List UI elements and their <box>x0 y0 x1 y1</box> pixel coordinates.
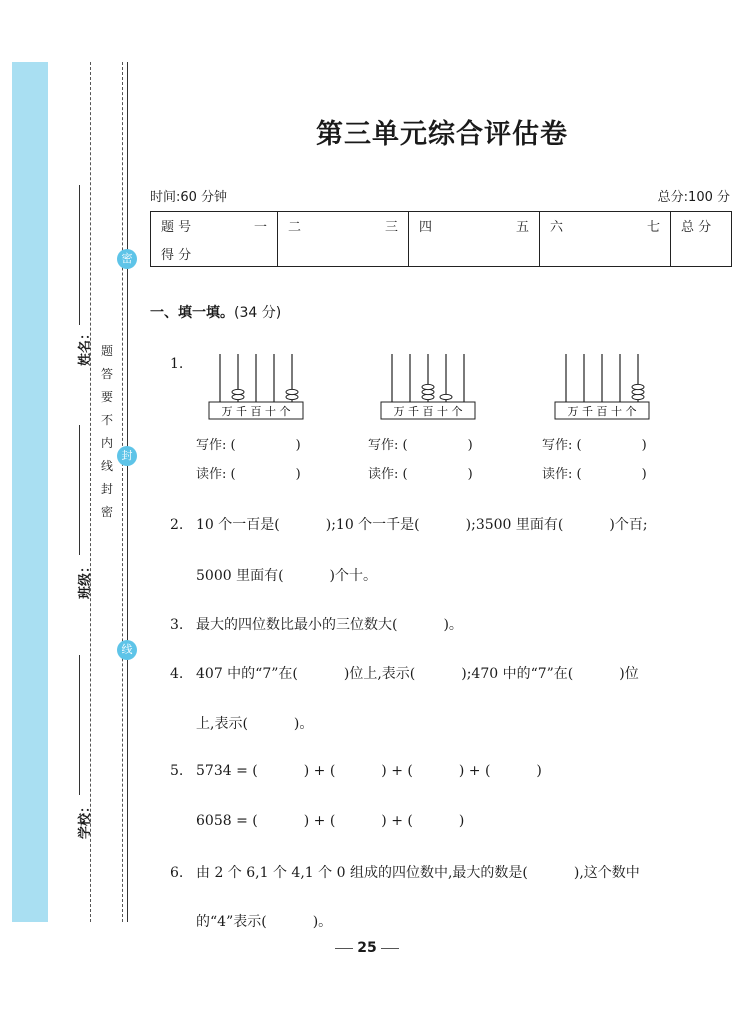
binding-line <box>127 62 128 922</box>
read-answer-1[interactable]: 读作: ( ) <box>196 467 301 482</box>
page-title: 第三单元综合评估卷 <box>316 119 568 150</box>
question-1-number: 1. <box>170 356 184 372</box>
table-col-2: 二 <box>288 220 302 235</box>
abacus-bead <box>286 394 298 399</box>
dashed-cut-line <box>122 62 123 922</box>
page-number <box>0 940 734 956</box>
table-header-label: 题 号 <box>161 220 192 235</box>
name-label: 姓名： <box>78 326 94 367</box>
question-5-line-1: 5. 5734 = ( ) + ( ) + ( ) + ( ) <box>170 763 542 779</box>
abacus-bead <box>422 384 434 389</box>
seal-dot-mi: 密 <box>117 249 137 269</box>
abacus-1 <box>208 352 304 422</box>
school-write-line <box>79 655 80 795</box>
seal-dot-xian: 线 <box>117 640 137 660</box>
write-answer-3[interactable]: 写作: ( ) <box>542 438 647 453</box>
abacus-bead <box>440 394 452 399</box>
seal-dot-feng: 封 <box>117 446 137 466</box>
question-2-line-2: 5000 里面有( )个十。 <box>196 568 378 584</box>
write-answer-1[interactable]: 写作: ( ) <box>196 438 301 453</box>
seal-notice-char: 要 <box>100 390 113 404</box>
seal-notice-char: 不 <box>100 413 113 427</box>
abacus-3 <box>554 352 650 422</box>
abacus-bead <box>422 389 434 394</box>
table-col-7: 七 <box>646 220 660 235</box>
abacus-place-labels: 万 千 百 十 个 <box>221 405 291 418</box>
seal-notice-char: 内 <box>100 436 113 450</box>
abacus-bead <box>632 389 644 394</box>
score-table <box>150 211 732 267</box>
table-col-3: 三 <box>384 220 398 235</box>
page-number-value: 25 <box>357 940 377 956</box>
abacus-2 <box>380 352 476 422</box>
time-limit: 时间:60 分钟 <box>150 190 228 205</box>
abacus-bead <box>632 384 644 389</box>
question-2-line-1: 2. 10 个一百是( );10 个一千是( );3500 里面有( )个百; <box>170 517 648 533</box>
section-points: (34 分) <box>234 305 282 321</box>
dashed-cut-line <box>90 62 91 922</box>
abacus-bead <box>286 389 298 394</box>
seal-notice-char: 封 <box>100 482 113 496</box>
abacus-bead <box>232 389 244 394</box>
total-score: 总分:100 分 <box>657 190 730 205</box>
name-write-line <box>79 185 80 325</box>
class-write-line <box>79 425 80 555</box>
seal-notice-char: 答 <box>100 367 113 381</box>
table-col-1: 一 <box>253 220 267 235</box>
section-heading: 一、填一填。 <box>150 305 234 321</box>
school-label: 学校： <box>78 799 94 840</box>
seal-notice <box>99 340 115 524</box>
question-5-line-2: 6058 = ( ) + ( ) + ( ) <box>196 813 465 829</box>
seal-notice-char: 题 <box>100 344 113 358</box>
read-answer-2[interactable]: 读作: ( ) <box>368 467 473 482</box>
abacus-place-labels: 万 千 百 十 个 <box>393 405 463 418</box>
table-col-6: 六 <box>550 220 564 235</box>
question-4-line-2: 上,表示( )。 <box>196 716 314 732</box>
write-answer-2[interactable]: 写作: ( ) <box>368 438 473 453</box>
abacus-bead <box>232 394 244 399</box>
table-col-4: 四 <box>419 220 433 235</box>
table-score-label: 得 分 <box>161 247 192 263</box>
abacus-bead <box>422 394 434 399</box>
question-3: 3. 最大的四位数比最小的三位数大( )。 <box>170 617 463 633</box>
read-answer-3[interactable]: 读作: ( ) <box>542 467 647 482</box>
table-col-total: 总 分 <box>681 220 712 235</box>
section-title <box>150 302 281 322</box>
question-6-line-2: 的“4”表示( )。 <box>196 914 333 930</box>
abacus-bead <box>632 394 644 399</box>
seal-notice-char: 线 <box>100 459 113 473</box>
question-4-line-1: 4. 407 中的“7”在( )位上,表示( );470 中的“7”在( )位 <box>170 666 639 682</box>
seal-notice-char: 密 <box>100 505 113 519</box>
class-label: 班级： <box>78 559 94 600</box>
table-col-5: 五 <box>515 220 529 235</box>
question-6-line-1: 6. 由 2 个 6,1 个 4,1 个 0 组成的四位数中,最大的数是( ),这个数中 <box>170 865 640 881</box>
binding-strip <box>12 62 48 922</box>
abacus-place-labels: 万 千 百 十 个 <box>567 405 637 418</box>
